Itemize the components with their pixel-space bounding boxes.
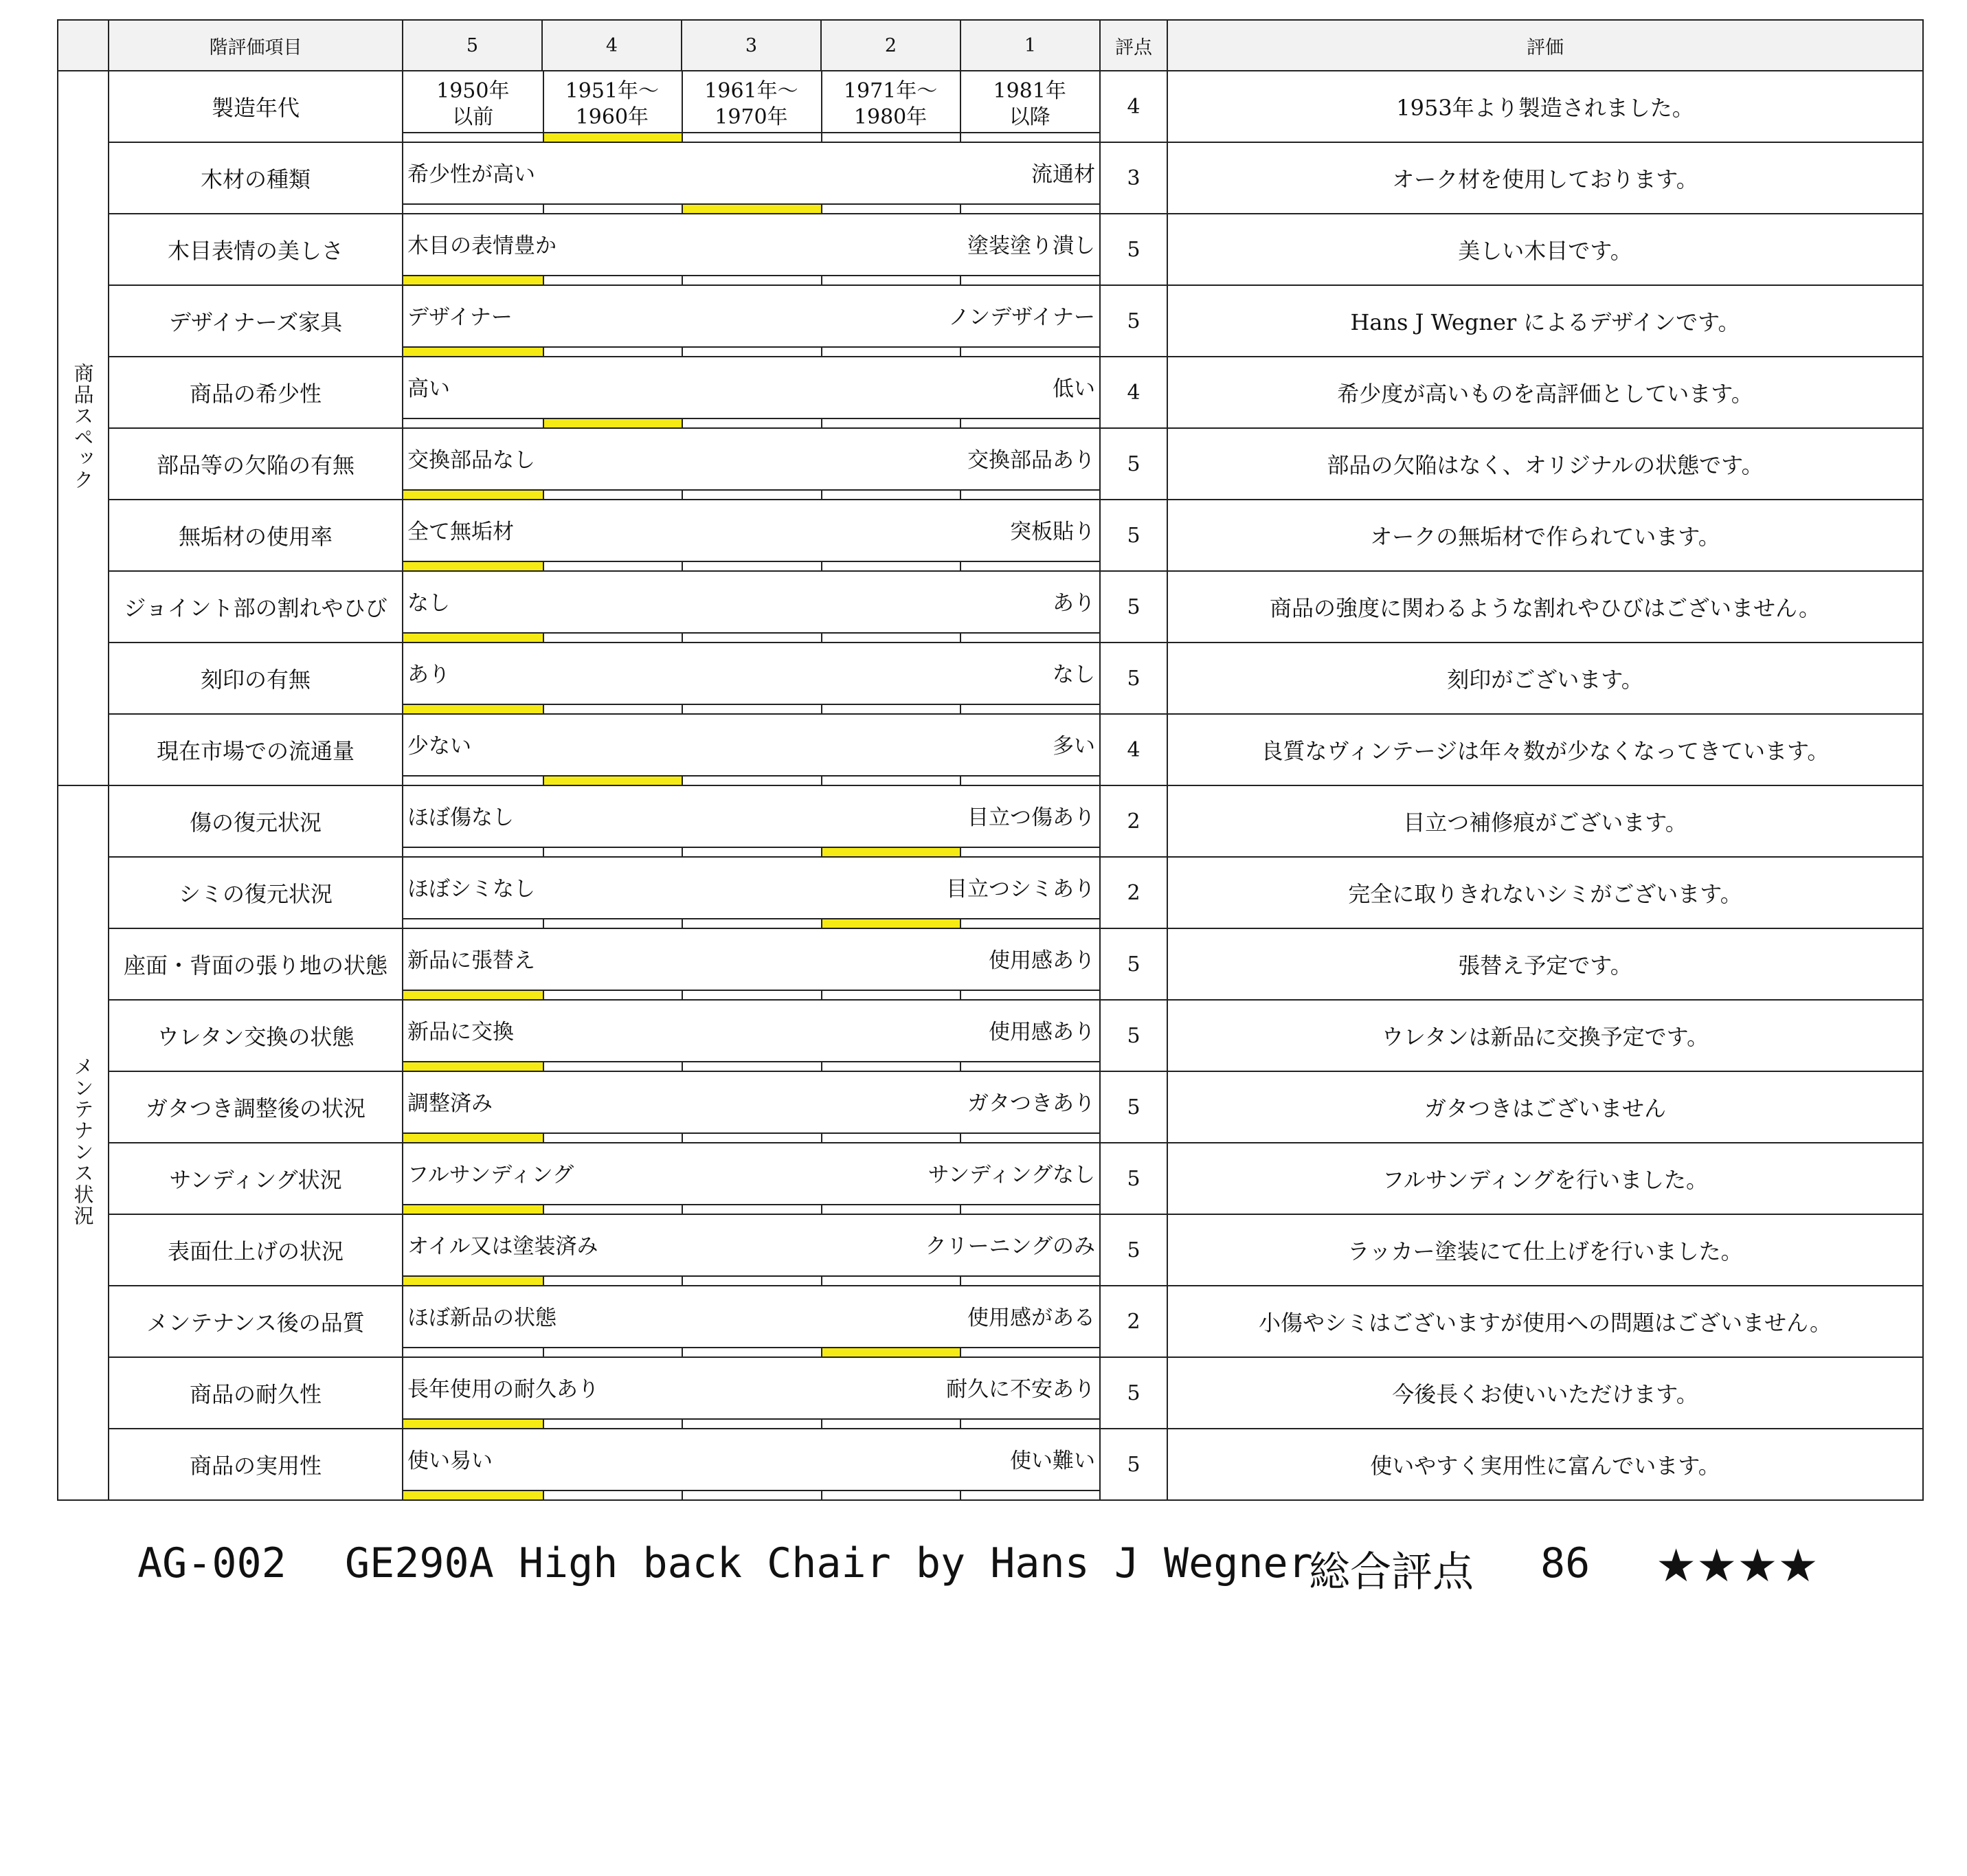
- scale-segment: [960, 1277, 1099, 1285]
- scale-track: [403, 346, 1099, 356]
- item-label: ウレタン交換の状態: [109, 1000, 403, 1071]
- evaluation-comment: 良質なヴィンテージは年々数が少なくなってきています。: [1167, 714, 1923, 785]
- category-label: メンテナンス状況: [71, 1056, 95, 1227]
- scale-track: [403, 1418, 1099, 1428]
- item-label: 傷の復元状況: [109, 785, 403, 857]
- evaluation-comment: オークの無垢材で作られています。: [1167, 500, 1923, 571]
- era-label: 1951年〜 1960年: [565, 79, 660, 129]
- evaluation-comment: 張替え予定です。: [1167, 928, 1923, 1000]
- scale-segment: [960, 1062, 1099, 1071]
- scale-track: [403, 775, 1099, 785]
- total-score-value: 86: [1540, 1539, 1591, 1587]
- score-value: 4: [1100, 714, 1167, 785]
- table-row: [58, 357, 1923, 428]
- scale-best-label: 全て無垢材: [407, 520, 514, 544]
- evaluation-comment: オーク材を使用しております。: [1167, 142, 1923, 214]
- scale-worst-label: 目立つ傷あり: [967, 805, 1095, 830]
- scale-best-label: ほぼ新品の状態: [407, 1306, 557, 1330]
- scale-segment: [821, 1491, 960, 1499]
- scale-indicator-selected: [403, 1205, 543, 1214]
- scale-track: [403, 418, 1099, 427]
- scale-segment: [821, 562, 960, 570]
- rating-scale: [403, 785, 1100, 857]
- scale-worst-label: ガタつきあり: [967, 1091, 1095, 1116]
- scale-worst-label: サンディングなし: [928, 1163, 1095, 1187]
- score-value: 2: [1100, 857, 1167, 928]
- scale-segment: [682, 705, 821, 713]
- item-label: 現在市場での流通量: [109, 714, 403, 785]
- scale-segment: [682, 777, 821, 785]
- scale-segment: [821, 991, 960, 999]
- scale-segment: [543, 1134, 682, 1142]
- scale-best-label: 少ない: [407, 734, 471, 759]
- header-level: 4: [541, 21, 681, 70]
- score-value: 2: [1100, 1286, 1167, 1357]
- score-value: 5: [1100, 928, 1167, 1000]
- scale-indicator-selected: [403, 1420, 543, 1428]
- scale-worst-label: 耐久に不安あり: [946, 1377, 1095, 1402]
- rating-scale: [403, 1143, 1100, 1214]
- scale-segment: [821, 1062, 960, 1071]
- rating-scale: [403, 714, 1100, 785]
- scale-segment: [682, 1134, 821, 1142]
- scale-track: [403, 1132, 1099, 1142]
- scale-segment: [543, 634, 682, 642]
- evaluation-comment: 希少度が高いものを高評価としています。: [1167, 357, 1923, 428]
- scale-worst-label: なし: [1053, 662, 1095, 687]
- scale-segment: [821, 133, 960, 142]
- score-value: 5: [1100, 428, 1167, 500]
- item-label: 部品等の欠陥の有無: [109, 428, 403, 500]
- table-row: [58, 1429, 1923, 1500]
- item-label: 商品の耐久性: [109, 1357, 403, 1429]
- scale-worst-label: クリーニングのみ: [925, 1234, 1095, 1259]
- scale-indicator-selected: [403, 634, 543, 642]
- scale-best-label: オイル又は塗装済み: [407, 1234, 598, 1259]
- scale-segment: [821, 705, 960, 713]
- evaluation-comment: 美しい木目です。: [1167, 214, 1923, 285]
- product-code: AG-002: [137, 1539, 286, 1587]
- evaluation-comment: 目立つ補修痕がございます。: [1167, 785, 1923, 857]
- scale-track: [403, 1347, 1099, 1356]
- scale-segment: [821, 348, 960, 356]
- evaluation-comment: 刻印がございます。: [1167, 643, 1923, 714]
- item-label: 表面仕上げの状況: [109, 1214, 403, 1286]
- scale-segment: [543, 276, 682, 284]
- scale-best-label: あり: [407, 662, 450, 687]
- evaluation-comment: フルサンディングを行いました。: [1167, 1143, 1923, 1214]
- scale-segment: [543, 1205, 682, 1214]
- table-row: [58, 1286, 1923, 1357]
- scale-segment: [682, 1277, 821, 1285]
- scale-segment: [682, 348, 821, 356]
- total-score-label: 総合評点: [1309, 1548, 1474, 1596]
- item-label: 商品の実用性: [109, 1429, 403, 1500]
- scale-indicator-selected: [821, 848, 960, 856]
- scale-segment: [960, 419, 1099, 427]
- scale-segment: [682, 1420, 821, 1428]
- scale-segment: [543, 991, 682, 999]
- scale-segment: [682, 491, 821, 499]
- scale-segment: [960, 848, 1099, 856]
- rating-scale: [403, 571, 1100, 643]
- header-level: 5: [466, 34, 479, 56]
- scale-segment: [682, 848, 821, 856]
- scale-worst-label: 流通材: [1031, 162, 1095, 187]
- scale-segment: [543, 205, 682, 213]
- header-level: 2: [820, 21, 960, 70]
- item-label: 商品の希少性: [109, 357, 403, 428]
- summary-footer: [0, 1539, 1967, 1594]
- evaluation-comment: ラッカー塗装にて仕上げを行いました。: [1167, 1214, 1923, 1286]
- evaluation-comment: ウレタンは新品に交換予定です。: [1167, 1000, 1923, 1071]
- era-divider: [960, 71, 961, 132]
- header-evaluation: 評価: [1167, 20, 1923, 71]
- rating-scale: [403, 857, 1100, 928]
- scale-worst-label: 目立つシミあり: [946, 877, 1095, 902]
- table-row: [58, 1214, 1923, 1286]
- scale-worst-label: 使用感がある: [967, 1306, 1095, 1330]
- rating-scale: [403, 1214, 1100, 1286]
- rating-scale: [403, 928, 1100, 1000]
- scale-segment: [682, 419, 821, 427]
- category-cell: [58, 785, 109, 1500]
- table-row: [58, 1071, 1923, 1143]
- evaluation-body: [58, 71, 1923, 1500]
- scale-indicator-selected: [403, 991, 543, 999]
- era-label: 1950年 以前: [436, 79, 510, 129]
- item-label: デザイナーズ家具: [109, 285, 403, 357]
- scale-indicator-selected: [403, 1134, 543, 1142]
- scale-segment: [960, 1491, 1099, 1499]
- score-value: 5: [1100, 500, 1167, 571]
- scale-indicator-selected: [403, 705, 543, 713]
- score-value: 3: [1100, 142, 1167, 214]
- scale-segment: [543, 848, 682, 856]
- scale-segment: [821, 419, 960, 427]
- star-rating: ★★★★: [1656, 1539, 1819, 1592]
- scale-segment: [821, 491, 960, 499]
- table-row: [58, 1000, 1923, 1071]
- evaluation-comment: 商品の強度に関わるような割れやひびはございません。: [1167, 571, 1923, 643]
- header-item: 階評価項目: [109, 20, 403, 71]
- rating-scale: [403, 142, 1100, 214]
- rating-scale: [403, 428, 1100, 500]
- scale-track: [403, 1061, 1099, 1071]
- scale-track: [403, 632, 1099, 642]
- score-value: 2: [1100, 785, 1167, 857]
- scale-best-label: フルサンディング: [407, 1163, 574, 1187]
- scale-segment: [403, 777, 543, 785]
- rating-scale: [403, 500, 1100, 571]
- scale-segment: [960, 1134, 1099, 1142]
- scale-segment: [682, 562, 821, 570]
- scale-segment: [682, 133, 821, 142]
- scale-segment: [960, 705, 1099, 713]
- product-title: GE290A High back Chair by Hans J Wegner: [345, 1539, 1313, 1587]
- rating-scale: [403, 357, 1100, 428]
- evaluation-table: [57, 19, 1924, 1501]
- header-level: 3: [681, 21, 820, 70]
- table-row: [58, 571, 1923, 643]
- scale-segment: [960, 634, 1099, 642]
- scale-track: [403, 561, 1099, 570]
- scale-segment: [682, 919, 821, 928]
- scale-segment: [543, 1420, 682, 1428]
- scale-indicator-selected: [403, 491, 543, 499]
- scale-segment: [821, 1420, 960, 1428]
- scale-segment: [821, 777, 960, 785]
- scale-worst-label: 突板貼り: [1010, 520, 1095, 544]
- scale-indicator-selected: [821, 1348, 960, 1356]
- scale-best-label: 使い易い: [407, 1449, 493, 1473]
- scale-segment: [821, 276, 960, 284]
- scale-segment: [682, 1205, 821, 1214]
- rating-scale: [403, 1071, 1100, 1143]
- table-row: [58, 928, 1923, 1000]
- evaluation-comment: 使いやすく実用性に富んでいます。: [1167, 1429, 1923, 1500]
- scale-best-label: ほぼ傷なし: [407, 805, 514, 830]
- table-row: [58, 1357, 1923, 1429]
- score-value: 4: [1100, 357, 1167, 428]
- item-label: 木目表情の美しさ: [109, 214, 403, 285]
- score-value: 4: [1100, 71, 1167, 142]
- scale-best-label: 木目の表情豊か: [407, 234, 557, 258]
- rating-scale: [403, 1357, 1100, 1429]
- item-label: メンテナンス後の品質: [109, 1286, 403, 1357]
- table-row: [58, 500, 1923, 571]
- scale-segment: [682, 1491, 821, 1499]
- scale-track: [403, 918, 1099, 928]
- item-label: 座面・背面の張り地の状態: [109, 928, 403, 1000]
- score-value: 5: [1100, 1000, 1167, 1071]
- scale-track: [403, 1204, 1099, 1214]
- item-label: 製造年代: [109, 71, 403, 142]
- scale-indicator-selected: [543, 419, 682, 427]
- rating-scale: [403, 1000, 1100, 1071]
- scale-segment: [403, 848, 543, 856]
- scale-segment: [543, 562, 682, 570]
- score-value: 5: [1100, 214, 1167, 285]
- item-label: 無垢材の使用率: [109, 500, 403, 571]
- era-divider: [821, 71, 822, 132]
- category-cell: [58, 71, 109, 785]
- header-level: 1: [960, 21, 1099, 70]
- scale-best-label: 新品に交換: [407, 1020, 514, 1045]
- scale-best-label: 新品に張替え: [407, 948, 535, 973]
- score-value: 5: [1100, 1357, 1167, 1429]
- table-row: [58, 71, 1923, 142]
- scale-segment: [403, 919, 543, 928]
- header-score: 評点: [1100, 20, 1167, 71]
- scale-worst-label: 塗装塗り潰し: [967, 234, 1095, 258]
- score-value: 5: [1100, 1143, 1167, 1214]
- table-row: [58, 142, 1923, 214]
- table-row: [58, 785, 1923, 857]
- rating-scale: [403, 285, 1100, 357]
- scale-best-label: 調整済み: [407, 1091, 493, 1116]
- rating-scale: [403, 71, 1100, 142]
- scale-best-label: 長年使用の耐久あり: [407, 1377, 599, 1402]
- era-divider: [682, 71, 683, 132]
- scale-segment: [821, 1205, 960, 1214]
- scale-segment: [821, 1134, 960, 1142]
- era-label: 1971年〜 1980年: [843, 79, 938, 129]
- scale-track: [403, 1490, 1099, 1499]
- scale-segment: [403, 205, 543, 213]
- table-row: [58, 857, 1923, 928]
- scale-segment: [960, 205, 1099, 213]
- header-levels: [403, 20, 1100, 71]
- scale-worst-label: ノンデザイナー: [948, 305, 1095, 330]
- score-value: 5: [1100, 643, 1167, 714]
- rating-scale: [403, 214, 1100, 285]
- scale-best-label: 希少性が高い: [407, 162, 535, 187]
- item-label: ガタつき調整後の状況: [109, 1071, 403, 1143]
- scale-track: [403, 203, 1099, 213]
- scale-segment: [403, 419, 543, 427]
- scale-indicator-selected: [403, 1491, 543, 1499]
- scale-best-label: 交換部品なし: [407, 448, 535, 473]
- scale-segment: [960, 562, 1099, 570]
- scale-track: [403, 990, 1099, 999]
- rating-scale: [403, 1429, 1100, 1500]
- scale-best-label: ほぼシミなし: [407, 877, 535, 902]
- scale-indicator-selected: [403, 276, 543, 284]
- era-label: 1961年〜 1970年: [704, 79, 798, 129]
- score-value: 5: [1100, 571, 1167, 643]
- scale-indicator-selected: [821, 919, 960, 928]
- score-value: 5: [1100, 1429, 1167, 1500]
- header-row: [58, 20, 1923, 71]
- score-value: 5: [1100, 1214, 1167, 1286]
- evaluation-comment: 部品の欠陥はなく、オリジナルの状態です。: [1167, 428, 1923, 500]
- scale-indicator-selected: [403, 1277, 543, 1285]
- scale-segment: [960, 1205, 1099, 1214]
- scale-segment: [543, 919, 682, 928]
- evaluation-comment: 1953年より製造されました。: [1167, 71, 1923, 142]
- scale-segment: [403, 133, 543, 142]
- scale-worst-label: 使い難い: [1010, 1449, 1095, 1473]
- scale-track: [403, 275, 1099, 284]
- scale-indicator-selected: [403, 562, 543, 570]
- scale-track: [403, 1275, 1099, 1285]
- rating-scale: [403, 1286, 1100, 1357]
- scale-worst-label: 使用感あり: [989, 1020, 1095, 1045]
- evaluation-comment: Hans J Wegner によるデザインです。: [1167, 285, 1923, 357]
- category-label: 商品スペック: [71, 363, 95, 491]
- evaluation-comment: 小傷やシミはございますが使用への問題はございません。: [1167, 1286, 1923, 1357]
- scale-segment: [960, 276, 1099, 284]
- scale-track: [403, 847, 1099, 856]
- scale-segment: [960, 133, 1099, 142]
- scale-indicator-selected: [543, 777, 682, 785]
- scale-segment: [682, 1062, 821, 1071]
- item-label: サンディング状況: [109, 1143, 403, 1214]
- item-label: 刻印の有無: [109, 643, 403, 714]
- table-row: [58, 285, 1923, 357]
- scale-indicator-selected: [682, 205, 821, 213]
- scale-segment: [682, 276, 821, 284]
- scale-indicator-selected: [403, 348, 543, 356]
- era-label: 1981年 以降: [993, 79, 1066, 129]
- scale-segment: [682, 991, 821, 999]
- score-value: 5: [1100, 1071, 1167, 1143]
- table-row: [58, 714, 1923, 785]
- scale-track: [403, 489, 1099, 499]
- evaluation-comment: 今後長くお使いいただけます。: [1167, 1357, 1923, 1429]
- scale-segment: [960, 991, 1099, 999]
- scale-segment: [682, 634, 821, 642]
- evaluation-comment: 完全に取りきれないシミがございます。: [1167, 857, 1923, 928]
- scale-segment: [960, 1348, 1099, 1356]
- scale-worst-label: 使用感あり: [989, 948, 1095, 973]
- table-row: [58, 214, 1923, 285]
- scale-segment: [543, 491, 682, 499]
- scale-best-label: なし: [407, 591, 450, 616]
- table-row: [58, 428, 1923, 500]
- scale-segment: [543, 1491, 682, 1499]
- table-row: [58, 1143, 1923, 1214]
- item-label: シミの復元状況: [109, 857, 403, 928]
- score-value: 5: [1100, 285, 1167, 357]
- era-divider: [543, 71, 544, 132]
- scale-segment: [543, 705, 682, 713]
- scale-segment: [960, 919, 1099, 928]
- scale-segment: [543, 1062, 682, 1071]
- scale-segment: [682, 1348, 821, 1356]
- scale-track: [403, 704, 1099, 713]
- scale-indicator-selected: [543, 133, 682, 142]
- scale-worst-label: 多い: [1053, 734, 1095, 759]
- scale-indicator-selected: [403, 1062, 543, 1071]
- scale-segment: [821, 205, 960, 213]
- scale-best-label: デザイナー: [407, 305, 513, 330]
- scale-worst-label: 交換部品あり: [967, 448, 1095, 473]
- scale-best-label: 高い: [407, 377, 450, 401]
- item-label: 木材の種類: [109, 142, 403, 214]
- scale-segment: [960, 491, 1099, 499]
- header-blank: [58, 20, 109, 71]
- scale-segment: [960, 1420, 1099, 1428]
- scale-segment: [403, 1348, 543, 1356]
- scale-worst-label: 低い: [1053, 377, 1095, 401]
- item-label: ジョイント部の割れやひび: [109, 571, 403, 643]
- scale-segment: [543, 348, 682, 356]
- scale-segment: [543, 1277, 682, 1285]
- scale-worst-label: あり: [1053, 591, 1095, 616]
- scale-segment: [821, 634, 960, 642]
- scale-segment: [960, 348, 1099, 356]
- evaluation-comment: ガタつきはございません: [1167, 1071, 1923, 1143]
- scale-segment: [821, 1277, 960, 1285]
- rating-scale: [403, 643, 1100, 714]
- scale-segment: [543, 1348, 682, 1356]
- scale-segment: [960, 777, 1099, 785]
- table-row: [58, 643, 1923, 714]
- scale-track: [403, 132, 1099, 142]
